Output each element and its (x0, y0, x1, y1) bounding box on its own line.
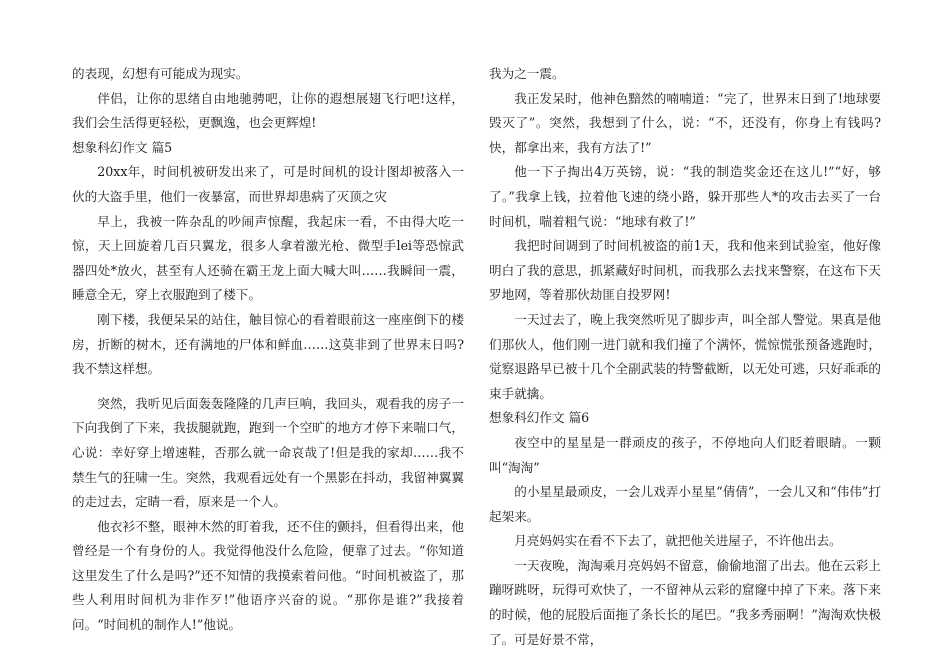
paragraph: 的表现，幻想有可能成为现实。 (72, 66, 249, 81)
paragraph: 他衣衫不整，眼神木然的盯着我，还不住的颤抖，但看得出来，他曾经是一个有身份的人。我觉得他没什么危险，便靠了过去。“你知道这里发生了什么是吗?”还不知情的我摸索着问他。“时间机被盗了，那些人利用时间机为非作歹!”他语序兴奋的说。“那你是谁?”我接着问。“时间机的制作人!”他说。 (72, 518, 464, 633)
section-heading: 想象科幻作文 篇6 (489, 410, 590, 426)
right-column (489, 62, 881, 652)
paragraph: 月亮妈妈实在看不下去了，就把他关进屋子，不许他出去。 (514, 533, 842, 549)
paragraph: 伴侣，让你的思绪自由地驰骋吧，让你的遐想展翅飞行吧!这样，我们会生活得更轻松，更飘逸，也会更辉煌! (72, 90, 464, 131)
paragraph-gap (72, 382, 464, 392)
paragraph: 20xx年，时间机被研发出来了，可是时间机的设计图却被落入一伙的大盗手里，他们一夜暴富，而世界却患病了灭顶之灾 (72, 164, 464, 204)
paragraph: 我正发呆时，他神色黯然的喃喃道：“完了，世界末日到了!地球要毁灭了”。突然，我想到了什么，说：“不，还没有，你身上有钱吗?快，都拿出来，我有方法了!” (489, 90, 881, 155)
section-heading: 想象科幻作文 篇5 (72, 139, 173, 155)
paragraph: 的小星星最顽皮，一会儿戏弄小星星“倩倩”，一会儿又和“伟伟”打起架来。 (489, 484, 881, 524)
paragraph: 我为之一震。 (489, 66, 565, 81)
paragraph: 夜空中的星星是一群顽皮的孩子，不停地向人们眨着眼睛。一颗叫“淘淘” (489, 434, 881, 475)
paragraph: 突然，我听见后面轰轰隆隆的几声巨响，我回头，观看我的房子一下向我倒了下来，我拔腿就跑，跑到一个空旷的地方才停下来喘口气，心说：幸好穿上增速鞋，否那么就一命哀哉了!但是我的家却……我不禁生气的狂啸一生。突然，我观看远处有一个黑影在抖动，我留神翼翼的走过去，定睛一看，原来是一个人。 (72, 395, 464, 510)
paragraph: 一天过去了，晚上我突然听见了脚步声，叫全部人警觉。果真是他们那伙人，他们刚一进门就和我们撞了个满怀，慌惊慌张预备逃跑时，觉察退路早已被十几个全副武装的特警截断，以无处可逃，只好乖乖的束手就擒。 (489, 311, 881, 401)
paragraph: 他一下子掏出4万英镑，说：“我的制造奖金还在这儿!”“好，够了。”我拿上钱，拉着他飞速的绕小路，躲开那些人*的攻击去买了一台时间机，喘着粗气说：“地球有救了!” (489, 164, 881, 229)
paragraph: 我把时间调到了时间机被盗的前1天，我和他来到试验室，他好像明白了我的意思，抓紧藏好时间机，而我那么去找来警察，在这布下天罗地网，等着那伙劫匪自投罗网! (489, 238, 881, 303)
left-column (72, 62, 464, 638)
paragraph: 早上，我被一阵杂乱的吵闹声惊醒，我起床一看，不由得大吃一惊，天上回旋着几百只翼龙，很多人拿着激光枪、微型手lei等恐惊武器四处*放火，甚至有人还骑在霸王龙上面大喊大叫……我瞬间一震，睡意全无，穿上衣服跑到了楼下。 (72, 213, 464, 303)
paragraph: 刚下楼，我便呆呆的站住，触目惊心的看着眼前这一座座倒下的楼房，折断的树木，还有满地的尸体和鲜血……这莫非到了世界末日吗?我不禁这样想。 (72, 311, 464, 377)
paragraph: 一天夜晚，淘淘乘月亮妈妈不留意，偷偷地溜了出去。他在云彩上蹦呀跳呀，玩得可欢快了，一不留神从云彩的窟窿中掉了下来。落下来的时候，他的屁股后面拖了条长长的尾巴。“我多秀丽啊！”淘淘欢快极了。可是好景不常， (489, 557, 881, 647)
